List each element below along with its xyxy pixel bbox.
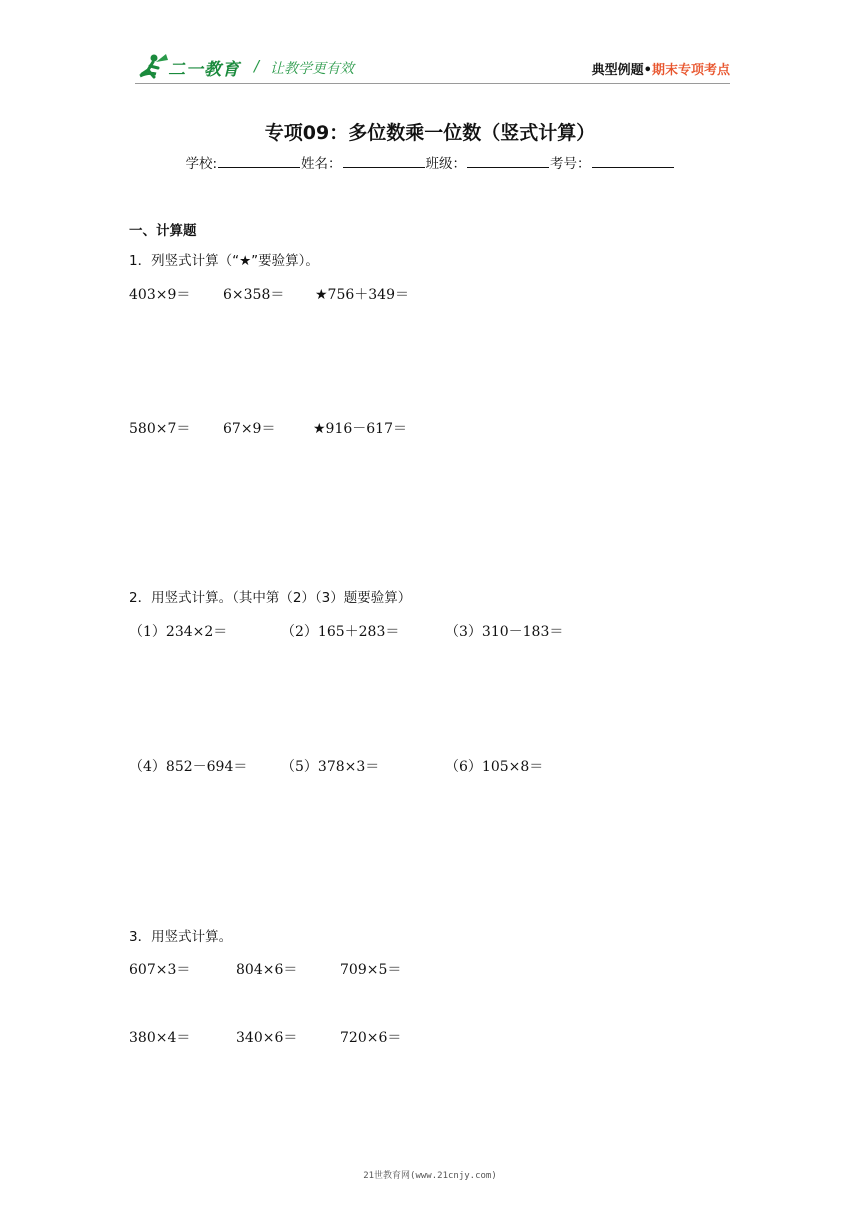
q3-expr: 607×3＝ xyxy=(129,962,191,978)
header-tagline-accent: 期末专项考点 xyxy=(651,63,730,78)
q3-expr: 804×6＝ xyxy=(236,962,298,978)
school-label: 学校: xyxy=(185,156,218,172)
name-label: 姓名： xyxy=(301,156,342,172)
q2-expr: （3）310－183＝ xyxy=(445,624,564,640)
header-tagline-dark: 典型例题• xyxy=(591,63,652,78)
name-blank[interactable] xyxy=(343,153,425,168)
q1-expr: ★916－617＝ xyxy=(313,421,407,437)
q2-expr: （1）234×2＝ xyxy=(129,624,228,640)
logo-slash: / xyxy=(254,57,260,75)
q3-expr: 340×6＝ xyxy=(236,1030,298,1046)
q3-expr: 709×5＝ xyxy=(340,962,402,978)
page-title: 专项09：多位数乘一位数（竖式计算） xyxy=(264,122,596,144)
q1-expr: 403×9＝ xyxy=(129,287,191,303)
header-divider xyxy=(135,83,730,84)
q3-expr: 380×4＝ xyxy=(129,1030,191,1046)
logo-slogan: 让教学更有效 xyxy=(270,61,354,77)
q1-expr: 580×7＝ xyxy=(129,421,191,437)
page-footer: 21世教育网(www.21cnjy.com) xyxy=(363,1171,497,1181)
school-blank[interactable] xyxy=(218,153,300,168)
q1-prompt: 1．列竖式计算（“★”要验算）。 xyxy=(129,253,319,269)
q1-expr: 67×9＝ xyxy=(223,421,276,437)
q2-expr: （2）165＋283＝ xyxy=(281,624,400,640)
q3-prompt: 3．用竖式计算。 xyxy=(129,929,233,945)
q3-expr: 720×6＝ xyxy=(340,1030,402,1046)
q2-expr: （4）852－694＝ xyxy=(129,759,248,775)
q2-expr: （5）378×3＝ xyxy=(281,759,380,775)
student-info-line xyxy=(0,152,860,172)
class-blank[interactable] xyxy=(467,153,549,168)
q2-expr: （6）105×8＝ xyxy=(445,759,544,775)
q2-prompt: 2．用竖式计算。（其中第（2）（3）题要验算） xyxy=(129,590,412,606)
section-heading: 一、计算题 xyxy=(129,223,197,239)
logo-text: 二一教育 xyxy=(168,60,240,80)
header-tagline xyxy=(592,59,730,78)
q1-expr: ★756＋349＝ xyxy=(315,287,409,303)
class-label: 班级： xyxy=(425,156,467,172)
exam-no-blank[interactable] xyxy=(592,153,674,168)
q1-expr: 6×358＝ xyxy=(223,287,285,303)
exam-no-label: 考号： xyxy=(550,156,591,172)
